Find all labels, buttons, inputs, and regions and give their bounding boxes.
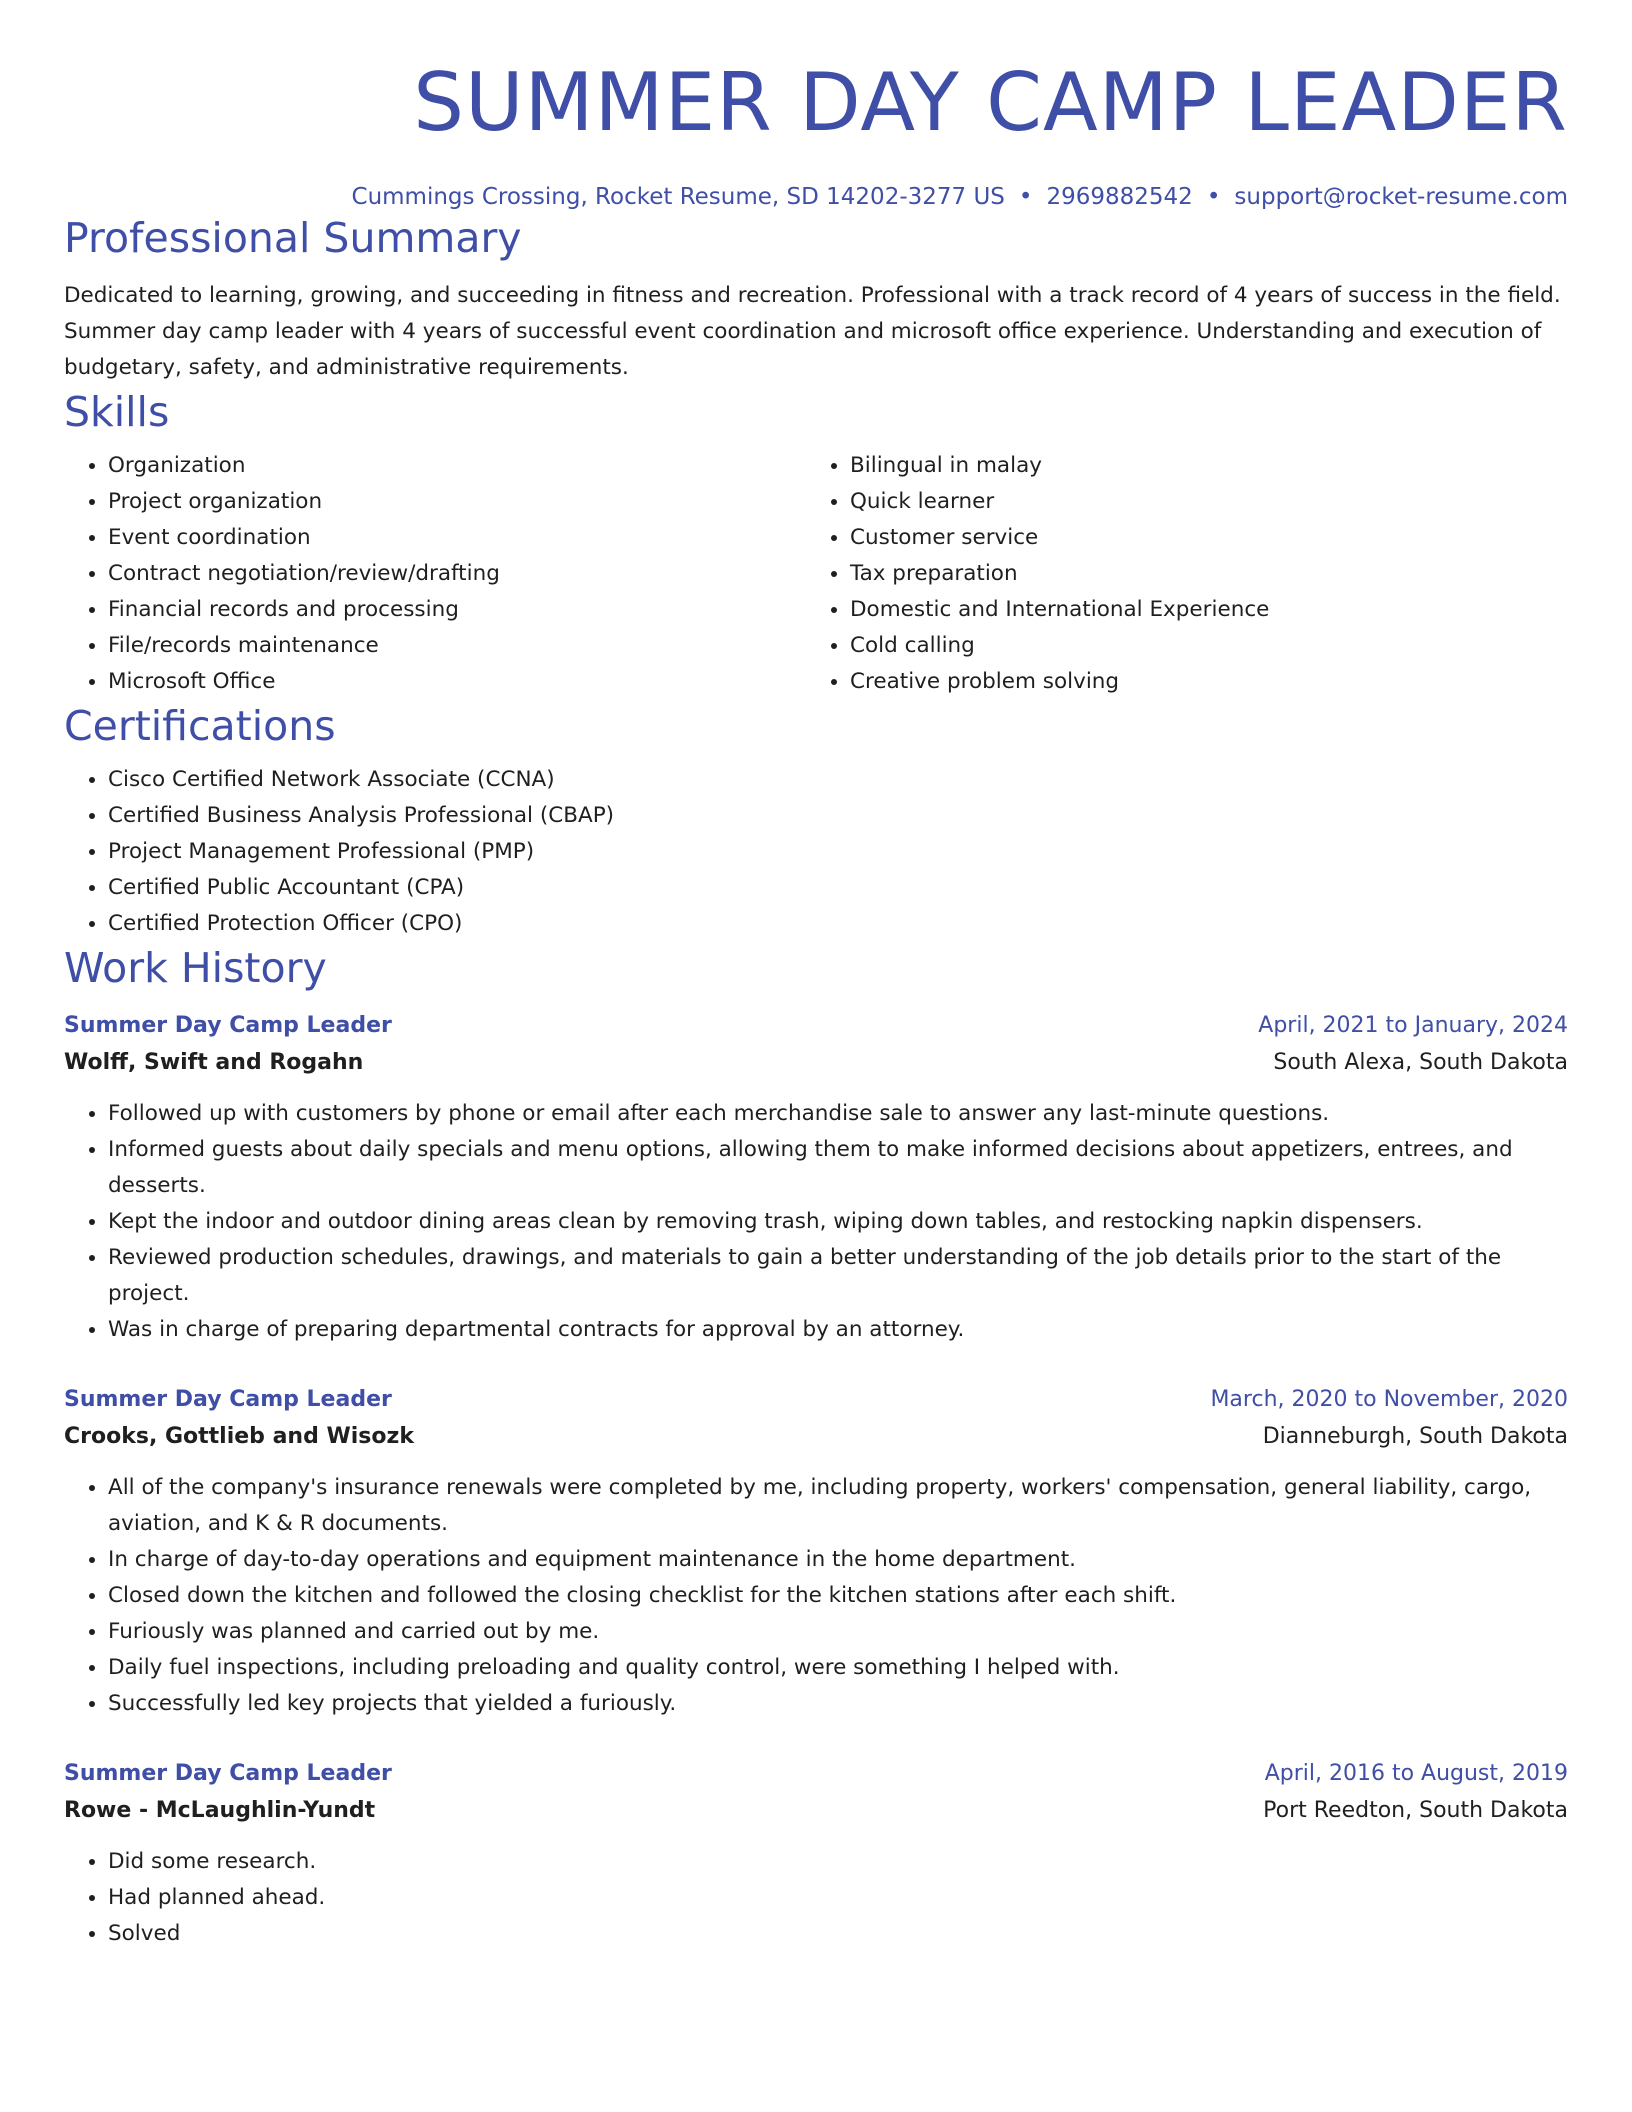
- skills-heading: Skills: [64, 388, 170, 436]
- skill-item: • File/records maintenance: [108, 628, 806, 664]
- job-employer-row: [64, 1418, 1568, 1456]
- skill-item: • Cold calling: [850, 628, 1548, 664]
- job-dates: April, 2016 to August, 2019: [1264, 1761, 1568, 1786]
- job-location: Dianneburgh, South Dakota: [1262, 1424, 1568, 1449]
- skills-column-right: [806, 448, 1548, 700]
- job-company: Crooks, Gottlieb and Wisozk: [64, 1424, 414, 1449]
- skills-list-left: [64, 448, 806, 700]
- job-header-row: [64, 1008, 1568, 1044]
- job-dates: April, 2021 to January, 2024: [1258, 1013, 1568, 1038]
- job-bullet: • Did some research.: [108, 1844, 1568, 1880]
- job-bullet: • Kept the indoor and outdoor dining areas clean by removing trash, wiping down tables, and restocking napkin dispensers.: [108, 1204, 1568, 1240]
- skill-item: • Creative problem solving: [850, 664, 1548, 700]
- job-bullet: • Informed guests about daily specials and menu options, allowing them to make informed decisions about appetizers, entrees, and desserts.: [108, 1132, 1568, 1204]
- job-title: Summer Day Camp Leader: [64, 1013, 392, 1038]
- job-dates: March, 2020 to November, 2020: [1210, 1387, 1568, 1412]
- certification-item: • Certified Public Accountant (CPA): [108, 870, 1568, 906]
- skill-item: • Microsoft Office: [108, 664, 806, 700]
- job-bullet: • Successfully led key projects that yielded a furiously.: [108, 1686, 1568, 1722]
- contact-phone: 2969882542: [1046, 184, 1193, 210]
- job-location: Port Reedton, South Dakota: [1263, 1798, 1568, 1823]
- skill-item: • Tax preparation: [850, 556, 1548, 592]
- job-entry: [64, 1756, 1568, 1952]
- skill-item: • Organization: [108, 448, 806, 484]
- resume-page: [64, 0, 1568, 1952]
- certification-item: • Certified Business Analysis Professional (CBAP): [108, 798, 1568, 834]
- skill-item: • Project organization: [108, 484, 806, 520]
- job-bullet: • Solved: [108, 1916, 1568, 1952]
- contact-line: [64, 182, 1568, 212]
- contact-separator: •: [1018, 184, 1033, 210]
- job-employer-row: [64, 1044, 1568, 1082]
- job-bullet: • Was in charge of preparing departmental contracts for approval by an attorney.: [108, 1312, 1568, 1348]
- certification-item: • Certified Protection Officer (CPO): [108, 906, 1568, 942]
- resume-name: SUMMER DAY CAMP LEADER: [413, 56, 1568, 149]
- job-header-row: [64, 1756, 1568, 1792]
- job-bullet: • Daily fuel inspections, including preloading and quality control, were something I helped with.: [108, 1650, 1568, 1686]
- skill-item: • Quick learner: [850, 484, 1548, 520]
- job-entry: [64, 1008, 1568, 1348]
- contact-address: Cummings Crossing, Rocket Resume, SD 14202-3277 US: [351, 184, 1005, 210]
- job-bullet: • All of the company's insurance renewals were completed by me, including property, workers' compensation, general liability, cargo, aviation, and K & R documents.: [108, 1470, 1568, 1542]
- job-bullet: • In charge of day-to-day operations and equipment maintenance in the home department.: [108, 1542, 1568, 1578]
- job-bullet: • Furiously was planned and carried out by me.: [108, 1614, 1568, 1650]
- skills-list-right: [806, 448, 1548, 700]
- job-bullet: • Closed down the kitchen and followed the closing checklist for the kitchen stations after each shift.: [108, 1578, 1568, 1614]
- work-history-heading: Work History: [64, 944, 327, 992]
- skill-item: • Event coordination: [108, 520, 806, 556]
- job-bullet: • Reviewed production schedules, drawings, and materials to gain a better understanding of the job details prior to the start of the project.: [108, 1240, 1568, 1312]
- summary-heading: Professional Summary: [64, 214, 522, 262]
- certifications-heading: Certifications: [64, 702, 336, 750]
- job-location: South Alexa, South Dakota: [1273, 1050, 1568, 1075]
- job-employer-row: [64, 1792, 1568, 1830]
- job-company: Wolff, Swift and Rogahn: [64, 1050, 364, 1075]
- certification-item: • Cisco Certified Network Associate (CCNA): [108, 762, 1568, 798]
- job-title: Summer Day Camp Leader: [64, 1761, 392, 1786]
- skills-column-left: [64, 448, 806, 700]
- job-bullet-list: [64, 1470, 1568, 1722]
- job-header-row: [64, 1382, 1568, 1418]
- skills-columns: [64, 448, 1568, 700]
- contact-email[interactable]: support@rocket-resume.com: [1234, 184, 1568, 210]
- job-bullet-list: [64, 1844, 1568, 1952]
- skill-item: • Bilingual in malay: [850, 448, 1548, 484]
- summary-text: Dedicated to learning, growing, and succeeding in fitness and recreation. Professional with a track record of 4 years of success in the field. Summer day camp leader with 4 years of successful event coordination and microsoft office experience. Understanding and execution of budgetary, safety, and administrative requirements.: [64, 283, 1561, 380]
- skill-item: • Customer service: [850, 520, 1548, 556]
- certification-item: • Project Management Professional (PMP): [108, 834, 1568, 870]
- job-entry: [64, 1382, 1568, 1722]
- skill-item: • Contract negotiation/review/drafting: [108, 556, 806, 592]
- skill-item: • Domestic and International Experience: [850, 592, 1548, 628]
- job-bullet: • Followed up with customers by phone or email after each merchandise sale to answer any last-minute questions.: [108, 1096, 1568, 1132]
- skill-item: • Financial records and processing: [108, 592, 806, 628]
- job-bullet-list: [64, 1096, 1568, 1348]
- job-company: Rowe - McLaughlin-Yundt: [64, 1798, 376, 1823]
- certifications-list: [64, 762, 1568, 942]
- job-bullet: • Had planned ahead.: [108, 1880, 1568, 1916]
- contact-separator: •: [1206, 184, 1221, 210]
- job-title: Summer Day Camp Leader: [64, 1387, 392, 1412]
